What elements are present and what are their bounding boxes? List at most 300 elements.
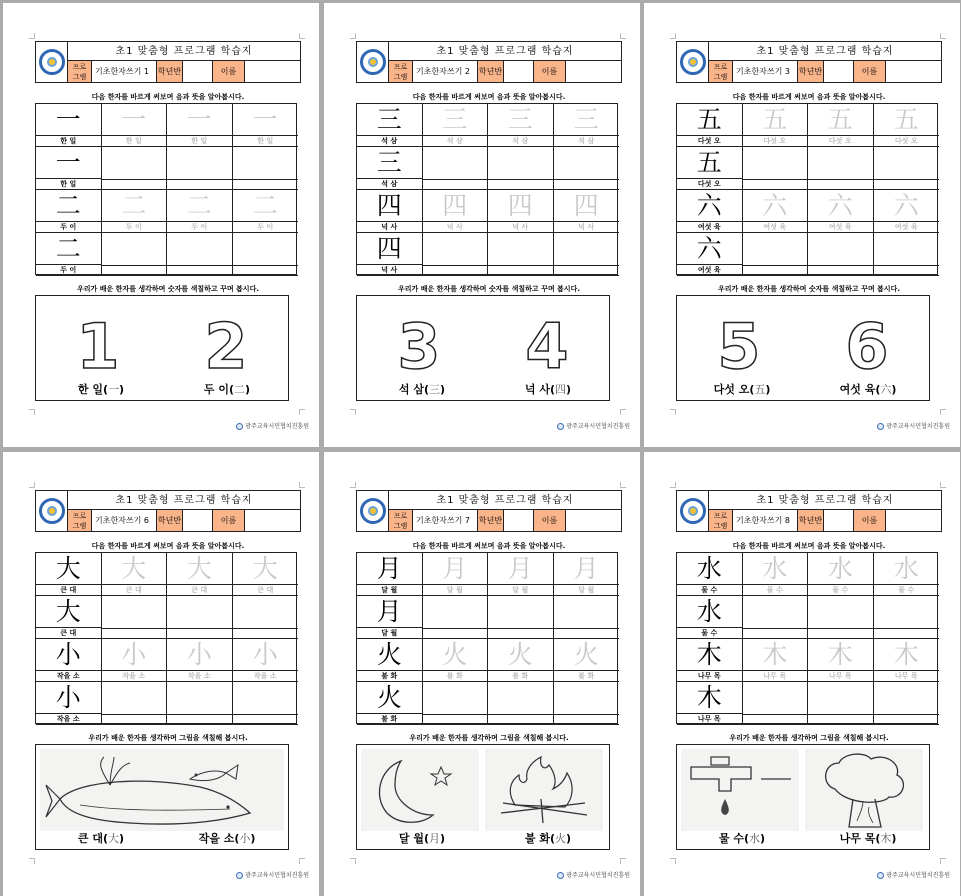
trace-reading: 석 삼	[554, 135, 620, 146]
model-reading: 넉 사	[357, 221, 422, 232]
trace-hanja: 二	[121, 191, 147, 220]
trace-hanja: 一	[252, 105, 278, 134]
grid-cell[interactable]	[874, 190, 940, 233]
reading-line	[423, 265, 488, 266]
crop-mark	[29, 858, 35, 864]
grid-cell[interactable]	[233, 682, 299, 725]
model-reading: 작을 소	[36, 713, 101, 724]
program-label	[389, 510, 413, 531]
trace-reading: 나무 목	[874, 670, 940, 681]
reading-line	[233, 265, 299, 266]
footer-organization	[877, 421, 950, 430]
writing-grid	[35, 103, 297, 275]
grid-cell[interactable]	[743, 553, 809, 596]
grid-cell[interactable]	[423, 553, 489, 596]
reading-line	[554, 628, 620, 629]
grid-cell	[677, 682, 743, 725]
footer-text: 광주교육시민협치진흥원	[566, 423, 630, 430]
trace-hanja: 木	[893, 640, 919, 669]
reading-line	[554, 179, 620, 180]
reading-line	[167, 628, 232, 629]
trace-reading: 작을 소	[233, 670, 299, 681]
reading-line	[874, 265, 940, 266]
header-title: 초1 맞춤형 프로그램 학습지	[709, 491, 941, 510]
crop-mark	[940, 482, 946, 488]
trace-hanja: 四	[442, 191, 468, 220]
program-label	[709, 61, 733, 82]
worksheet-page	[324, 452, 640, 896]
grid-cell[interactable]	[874, 147, 940, 190]
caption-text: 물 수(	[718, 832, 750, 845]
writing-grid	[356, 103, 618, 275]
trace-reading: 달 월	[554, 584, 620, 595]
name-label: 이름	[854, 510, 886, 531]
caption-text: 나무 목(	[839, 832, 881, 845]
logo-emblem-icon	[360, 49, 386, 75]
reading-line	[808, 265, 873, 266]
trace-reading: 석 삼	[423, 135, 488, 146]
grid-cell[interactable]	[554, 553, 620, 596]
grid-cell[interactable]	[102, 233, 168, 276]
caption-text: 여섯 육(	[839, 383, 881, 396]
trace-reading: 큰 대	[102, 584, 167, 595]
grid-cell[interactable]	[167, 682, 233, 725]
grid-cell[interactable]	[423, 104, 489, 147]
coloring-area[interactable]	[676, 295, 930, 401]
grid-cell	[677, 639, 743, 682]
model-reading: 두 이	[36, 264, 101, 275]
grid-cell[interactable]	[554, 596, 620, 639]
reading-line	[423, 179, 488, 180]
writing-grid	[676, 552, 938, 724]
grid-cell[interactable]	[423, 639, 489, 682]
model-hanja: 四	[376, 191, 402, 220]
grid-cell[interactable]	[554, 190, 620, 233]
crop-mark	[670, 858, 676, 864]
footer-text: 광주교육시민협치진흥원	[566, 872, 630, 879]
grid-cell[interactable]	[167, 147, 233, 190]
grid-cell[interactable]	[167, 233, 233, 276]
name-field[interactable]	[886, 61, 941, 82]
header-info-row	[709, 61, 941, 82]
trace-hanja: 三	[507, 105, 533, 134]
writing-grid	[676, 103, 938, 275]
class-field[interactable]	[824, 510, 854, 531]
trace-hanja: 一	[186, 105, 212, 134]
grid-cell[interactable]	[554, 104, 620, 147]
grid-cell[interactable]	[102, 190, 168, 233]
grid-cell[interactable]	[743, 147, 809, 190]
header-title: 초1 맞춤형 프로그램 학습지	[68, 491, 300, 510]
footer-logo-icon	[557, 872, 564, 879]
coloring-caption	[367, 381, 477, 397]
caption-hanja: 水	[749, 832, 761, 845]
grid-cell	[36, 147, 102, 190]
trace-reading: 물 수	[743, 584, 808, 595]
outline-number[interactable]: 3	[397, 310, 441, 383]
worksheet-header	[676, 41, 942, 83]
grid-cell[interactable]	[874, 233, 940, 276]
grid-cell[interactable]	[233, 104, 299, 147]
instruction-top: 다음 한자를 바르게 써보며 음과 뜻을 알아봅시다.	[732, 93, 886, 101]
footer-organization	[877, 870, 950, 879]
reading-line	[554, 265, 620, 266]
trace-reading: 두 이	[167, 221, 232, 232]
worksheet-page	[3, 452, 319, 896]
outline-number[interactable]: 2	[204, 310, 248, 383]
model-reading: 한 일	[36, 135, 101, 146]
grid-cell	[677, 553, 743, 596]
footer-text: 광주교육시민협치진흥원	[886, 872, 950, 879]
grid-cell[interactable]	[808, 104, 874, 147]
grid-cell[interactable]	[423, 596, 489, 639]
grid-cell[interactable]	[808, 639, 874, 682]
grid-cell	[677, 104, 743, 147]
outline-number[interactable]: 5	[717, 310, 761, 383]
grid-cell[interactable]	[554, 233, 620, 276]
grid-cell[interactable]	[233, 233, 299, 276]
worksheet-page	[644, 3, 960, 447]
reading-line	[233, 179, 299, 180]
trace-hanja: 二	[186, 191, 212, 220]
program-name: 기초한자쓰기 7	[413, 510, 478, 531]
grid-cell[interactable]	[874, 639, 940, 682]
reading-line	[167, 265, 232, 266]
grid-cell[interactable]	[102, 639, 168, 682]
grid-cell[interactable]	[488, 190, 554, 233]
crop-mark	[620, 33, 626, 39]
grid-cell[interactable]	[554, 147, 620, 190]
trace-hanja: 小	[252, 640, 278, 669]
grid-cell[interactable]	[167, 639, 233, 682]
instruction-top: 다음 한자를 바르게 써보며 음과 뜻을 알아봅시다.	[91, 542, 245, 550]
grid-cell[interactable]	[554, 639, 620, 682]
caption-close: )	[440, 832, 446, 845]
trace-reading: 석 삼	[488, 135, 553, 146]
class-field[interactable]	[504, 510, 534, 531]
model-reading: 여섯 육	[677, 264, 742, 275]
trace-hanja: 火	[442, 640, 468, 669]
grid-cell[interactable]	[488, 639, 554, 682]
grid-cell[interactable]	[102, 596, 168, 639]
moon-drawing	[361, 749, 479, 831]
grid-cell[interactable]	[743, 233, 809, 276]
instruction-top: 다음 한자를 바르게 써보며 음과 뜻을 알아봅시다.	[412, 93, 566, 101]
trace-reading: 다섯 오	[743, 135, 808, 146]
instruction-bottom: 우리가 배운 한자를 생각하며 그림을 색칠해 봅시다.	[409, 734, 569, 742]
school-logo	[357, 491, 389, 531]
name-field[interactable]	[245, 510, 300, 531]
outline-number[interactable]: 4	[525, 310, 569, 383]
program-label-line2: 그램	[713, 73, 728, 81]
caption-close: )	[891, 383, 897, 396]
trace-hanja: 小	[186, 640, 212, 669]
reading-line	[743, 179, 808, 180]
grid-cell	[357, 596, 423, 639]
program-name: 기초한자쓰기 3	[733, 61, 798, 82]
reading-line	[233, 714, 299, 715]
trace-reading: 물 수	[808, 584, 873, 595]
caption-hanja: 大	[108, 832, 120, 845]
name-field[interactable]	[886, 510, 941, 531]
trace-reading: 한 일	[233, 135, 299, 146]
header-info-row	[389, 61, 621, 82]
class-label: 학년반	[798, 61, 824, 82]
grid-cell[interactable]	[423, 147, 489, 190]
trace-reading: 여섯 육	[874, 221, 940, 232]
coloring-area[interactable]	[35, 744, 289, 850]
grid-cell[interactable]	[423, 682, 489, 725]
worksheet-page	[644, 452, 960, 896]
reading-line	[488, 265, 553, 266]
grid-cell[interactable]	[423, 190, 489, 233]
school-logo	[36, 491, 68, 531]
trace-hanja: 一	[121, 105, 147, 134]
grid-cell	[36, 233, 102, 276]
model-reading: 물 수	[677, 627, 742, 638]
trace-hanja: 木	[762, 640, 788, 669]
fire-drawing	[485, 749, 603, 831]
caption-hanja: 四	[555, 383, 567, 396]
grid-cell[interactable]	[808, 233, 874, 276]
coloring-area[interactable]	[676, 744, 930, 850]
grid-cell[interactable]	[102, 147, 168, 190]
grid-cell[interactable]	[233, 596, 299, 639]
grid-cell[interactable]	[167, 190, 233, 233]
footer-logo-icon	[236, 872, 243, 879]
grid-cell[interactable]	[167, 553, 233, 596]
program-label-line1: 프로	[393, 512, 408, 520]
trace-reading: 두 이	[233, 221, 299, 232]
name-field[interactable]	[566, 510, 621, 531]
grid-cell[interactable]	[488, 147, 554, 190]
model-reading: 석 삼	[357, 135, 422, 146]
caption-close: )	[245, 383, 251, 396]
name-label: 이름	[213, 510, 245, 531]
crop-mark	[299, 482, 305, 488]
model-hanja: 月	[376, 554, 402, 583]
coloring-area[interactable]	[356, 744, 610, 850]
footer-organization	[557, 421, 630, 430]
grid-cell	[36, 190, 102, 233]
reading-line	[743, 628, 808, 629]
logo-center-icon	[47, 57, 57, 67]
coloring-caption	[172, 381, 282, 397]
outline-number[interactable]: 6	[845, 310, 889, 383]
model-hanja: 水	[696, 597, 722, 626]
grid-cell[interactable]	[233, 147, 299, 190]
coloring-area[interactable]	[356, 295, 610, 401]
trace-hanja: 水	[762, 554, 788, 583]
grid-cell[interactable]	[874, 682, 940, 725]
logo-emblem-icon	[360, 498, 386, 524]
trace-reading: 달 월	[488, 584, 553, 595]
worksheet-header	[356, 41, 622, 83]
grid-cell[interactable]	[743, 682, 809, 725]
grid-cell[interactable]	[808, 190, 874, 233]
trace-reading: 큰 대	[167, 584, 232, 595]
trace-hanja: 大	[186, 554, 212, 583]
class-field[interactable]	[183, 510, 213, 531]
name-field[interactable]	[566, 61, 621, 82]
trace-reading: 한 일	[167, 135, 232, 146]
grid-cell[interactable]	[167, 596, 233, 639]
model-reading: 물 수	[677, 584, 742, 595]
caption-hanja: 小	[239, 832, 251, 845]
grid-cell	[357, 553, 423, 596]
coloring-caption	[687, 830, 797, 846]
footer-organization	[236, 421, 309, 430]
grid-cell[interactable]	[488, 104, 554, 147]
model-reading: 큰 대	[36, 584, 101, 595]
trace-hanja: 火	[507, 640, 533, 669]
model-hanja: 六	[696, 234, 722, 263]
grid-cell[interactable]	[233, 190, 299, 233]
coloring-caption	[493, 830, 603, 846]
grid-cell[interactable]	[102, 553, 168, 596]
name-field[interactable]	[245, 61, 300, 82]
header-info-row	[68, 510, 300, 531]
trace-hanja: 六	[827, 191, 853, 220]
grid-cell[interactable]	[743, 190, 809, 233]
grid-cell[interactable]	[488, 682, 554, 725]
grid-cell	[357, 190, 423, 233]
caption-text: 큰 대(	[77, 832, 109, 845]
model-hanja: 一	[55, 105, 81, 134]
grid-cell[interactable]	[743, 639, 809, 682]
grid-cell[interactable]	[167, 104, 233, 147]
trace-hanja: 三	[573, 105, 599, 134]
outline-number[interactable]: 1	[76, 310, 120, 383]
reading-line	[167, 179, 232, 180]
model-reading: 달 월	[357, 584, 422, 595]
grid-cell[interactable]	[102, 104, 168, 147]
model-hanja: 一	[55, 148, 81, 177]
grid-cell[interactable]	[743, 104, 809, 147]
caption-hanja: 五	[754, 383, 766, 396]
coloring-caption	[687, 381, 797, 397]
header-title: 초1 맞춤형 프로그램 학습지	[68, 42, 300, 61]
trace-reading: 작을 소	[167, 670, 232, 681]
grid-cell[interactable]	[423, 233, 489, 276]
grid-cell[interactable]	[874, 596, 940, 639]
grid-cell[interactable]	[874, 104, 940, 147]
grid-cell[interactable]	[102, 682, 168, 725]
footer-logo-icon	[877, 423, 884, 430]
logo-center-icon	[688, 506, 698, 516]
footer-logo-icon	[877, 872, 884, 879]
reading-line	[102, 179, 167, 180]
program-label-line1: 프로	[72, 512, 87, 520]
instruction-bottom: 우리가 배운 한자를 생각하며 숫자를 색칠하고 꾸며 봅시다.	[76, 285, 259, 293]
caption-hanja: 六	[880, 383, 892, 396]
trace-reading: 작을 소	[102, 670, 167, 681]
model-reading: 다섯 오	[677, 135, 742, 146]
program-label-line1: 프로	[713, 63, 728, 71]
grid-cell[interactable]	[488, 596, 554, 639]
grid-cell[interactable]	[743, 596, 809, 639]
program-name: 기초한자쓰기 2	[413, 61, 478, 82]
program-label-line1: 프로	[713, 512, 728, 520]
grid-cell[interactable]	[874, 553, 940, 596]
crop-mark	[299, 409, 305, 415]
trace-hanja: 火	[573, 640, 599, 669]
grid-cell	[677, 190, 743, 233]
model-hanja: 小	[55, 683, 81, 712]
name-label: 이름	[534, 61, 566, 82]
model-reading: 석 삼	[357, 178, 422, 189]
instruction-top: 다음 한자를 바르게 써보며 음과 뜻을 알아봅시다.	[91, 93, 245, 101]
logo-center-icon	[368, 506, 378, 516]
model-hanja: 小	[55, 640, 81, 669]
reading-line	[808, 714, 873, 715]
trace-hanja: 六	[762, 191, 788, 220]
class-label: 학년반	[798, 510, 824, 531]
program-name: 기초한자쓰기 1	[92, 61, 157, 82]
trace-hanja: 六	[893, 191, 919, 220]
caption-text: 넉 사(	[524, 383, 556, 396]
caption-text: 석 삼(	[398, 383, 430, 396]
class-field[interactable]	[824, 61, 854, 82]
trace-hanja: 五	[893, 105, 919, 134]
class-field[interactable]	[183, 61, 213, 82]
model-hanja: 大	[55, 554, 81, 583]
trace-hanja: 五	[762, 105, 788, 134]
grid-cell[interactable]	[808, 553, 874, 596]
caption-close: )	[891, 832, 897, 845]
reading-line	[488, 714, 553, 715]
model-reading: 불 화	[357, 713, 422, 724]
grid-cell[interactable]	[554, 682, 620, 725]
trace-hanja: 三	[442, 105, 468, 134]
model-hanja: 火	[376, 683, 402, 712]
worksheet-page	[3, 3, 319, 447]
crop-mark	[670, 482, 676, 488]
model-hanja: 木	[696, 640, 722, 669]
crop-mark	[620, 482, 626, 488]
caption-close: )	[250, 832, 256, 845]
crop-mark	[620, 409, 626, 415]
crop-mark	[620, 858, 626, 864]
coloring-area[interactable]	[35, 295, 289, 401]
grid-cell[interactable]	[233, 553, 299, 596]
class-label: 학년반	[478, 510, 504, 531]
grid-cell	[357, 682, 423, 725]
model-reading: 작을 소	[36, 670, 101, 681]
school-logo	[677, 491, 709, 531]
grid-cell[interactable]	[808, 147, 874, 190]
trace-hanja: 月	[573, 554, 599, 583]
grid-cell[interactable]	[233, 639, 299, 682]
program-label-line2: 그램	[72, 73, 87, 81]
crop-mark	[29, 33, 35, 39]
trace-reading: 달 월	[423, 584, 488, 595]
grid-cell[interactable]	[808, 596, 874, 639]
program-label	[709, 510, 733, 531]
trace-reading: 불 화	[488, 670, 553, 681]
model-reading: 나무 목	[677, 713, 742, 724]
crop-mark	[350, 33, 356, 39]
class-field[interactable]	[504, 61, 534, 82]
grid-cell[interactable]	[488, 233, 554, 276]
grid-cell[interactable]	[488, 553, 554, 596]
grid-cell[interactable]	[808, 682, 874, 725]
whale-fish-drawing	[40, 749, 284, 831]
logo-emblem-icon	[680, 49, 706, 75]
reading-line	[102, 628, 167, 629]
caption-close: )	[566, 383, 572, 396]
reading-line	[554, 714, 620, 715]
